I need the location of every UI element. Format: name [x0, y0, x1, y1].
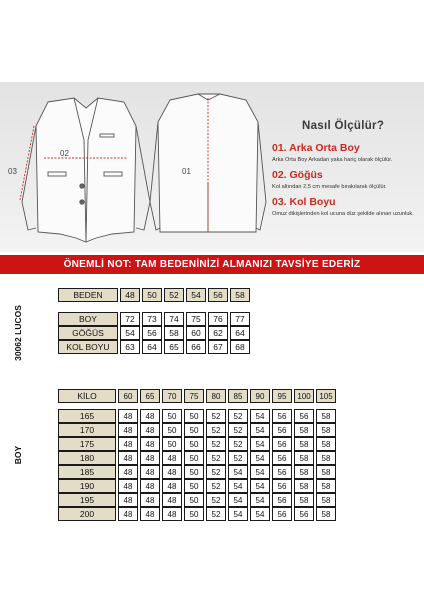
table-cell: 58 [316, 479, 336, 493]
important-note-banner: ÖNEMLİ NOT: TAM BEDENİNİZİ ALMANIZI TAVSİYE EDERİZ [0, 255, 424, 274]
table-cell: 50 [184, 409, 204, 423]
table-cell: 48 [140, 479, 160, 493]
table-cell: 75 [186, 312, 206, 326]
size-header-row [58, 288, 250, 302]
table-cell: 50 [184, 493, 204, 507]
measure-label-chest: 02 [60, 149, 69, 158]
size-header-cell: 54 [186, 288, 206, 302]
table-cell: 54 [250, 507, 270, 521]
table-cell: 50 [162, 409, 182, 423]
step-sleeve-title: 03. Kol Boyu [272, 196, 336, 208]
table-cell: 63 [120, 340, 140, 354]
weight-header-label: KİLO [58, 389, 116, 403]
table-row [58, 423, 336, 437]
table-cell: 48 [118, 437, 138, 451]
weight-header-cell: 65 [140, 389, 160, 403]
table-cell: 56 [272, 465, 292, 479]
height-axis-label: BOY [13, 445, 23, 465]
table-cell: 60 [186, 326, 206, 340]
table-cell: 48 [118, 409, 138, 423]
weight-header-cell: 70 [162, 389, 182, 403]
table-cell: 52 [206, 451, 226, 465]
table-cell: 56 [272, 479, 292, 493]
table-cell: 54 [228, 493, 248, 507]
table-cell: 54 [250, 493, 270, 507]
table-cell: 50 [184, 423, 204, 437]
table-cell: 74 [164, 312, 184, 326]
table-cell: 56 [272, 493, 292, 507]
table-cell: 48 [162, 507, 182, 521]
table-cell: 64 [142, 340, 162, 354]
table-cell: 54 [120, 326, 140, 340]
step-back-length-title: 01. Arka Orta Boy [272, 142, 360, 154]
table-cell: 54 [250, 479, 270, 493]
row-label: BOY [58, 312, 118, 326]
table-cell: 50 [184, 437, 204, 451]
table-cell: 50 [184, 479, 204, 493]
table-cell: 58 [164, 326, 184, 340]
table-cell: 52 [228, 409, 248, 423]
table-cell: 58 [316, 493, 336, 507]
size-header-cell: 52 [164, 288, 184, 302]
table-cell: 48 [118, 451, 138, 465]
table-row [58, 465, 336, 479]
weight-header-cell: 60 [118, 389, 138, 403]
table-cell: 52 [206, 465, 226, 479]
table-cell: 58 [316, 423, 336, 437]
step-sleeve-desc: Omuz dikişlerinden kol ucuna düz şekilde alınan uzunluk. [272, 211, 414, 217]
table-cell: 58 [316, 507, 336, 521]
height-label: 170 [58, 423, 116, 437]
table-row [58, 507, 336, 521]
table-row [58, 451, 336, 465]
table-row [58, 326, 250, 340]
table-cell: 58 [294, 479, 314, 493]
table-cell: 72 [120, 312, 140, 326]
table-cell: 54 [250, 451, 270, 465]
height-weight-size-table [56, 389, 338, 521]
table-cell: 48 [118, 423, 138, 437]
table-row [58, 409, 336, 423]
table-cell: 54 [250, 465, 270, 479]
table-cell: 48 [162, 465, 182, 479]
size-measurement-table [56, 288, 252, 354]
table-cell: 48 [118, 507, 138, 521]
table-cell: 67 [208, 340, 228, 354]
table-cell: 52 [206, 507, 226, 521]
table-cell: 58 [294, 465, 314, 479]
height-label: 190 [58, 479, 116, 493]
table-cell: 48 [140, 423, 160, 437]
table-cell: 48 [162, 451, 182, 465]
table-cell: 76 [208, 312, 228, 326]
table-cell: 56 [272, 451, 292, 465]
height-label: 185 [58, 465, 116, 479]
height-label: 200 [58, 507, 116, 521]
table-cell: 48 [140, 465, 160, 479]
table-cell: 58 [316, 409, 336, 423]
model-code-label: 30062 LUCOS [13, 305, 23, 361]
size-header-cell: 58 [230, 288, 250, 302]
table-cell: 52 [206, 479, 226, 493]
table-cell: 54 [228, 465, 248, 479]
table-cell: 58 [294, 423, 314, 437]
measurement-guide [0, 82, 424, 252]
how-to-measure-heading: Nasıl Ölçülür? [302, 120, 385, 132]
table-row [58, 437, 336, 451]
table-cell: 56 [272, 409, 292, 423]
weight-header-cell: 85 [228, 389, 248, 403]
weight-header-cell: 100 [294, 389, 314, 403]
table-cell: 65 [164, 340, 184, 354]
table-cell: 54 [250, 437, 270, 451]
height-label: 165 [58, 409, 116, 423]
table-cell: 48 [140, 409, 160, 423]
table-cell: 48 [140, 437, 160, 451]
weight-header-cell: 90 [250, 389, 270, 403]
table-cell: 54 [250, 423, 270, 437]
weight-header-cell: 75 [184, 389, 204, 403]
size-header-cell: 56 [208, 288, 228, 302]
table-cell: 58 [294, 451, 314, 465]
table-cell: 64 [230, 326, 250, 340]
table-cell: 58 [294, 437, 314, 451]
table-cell: 56 [272, 437, 292, 451]
table-cell: 77 [230, 312, 250, 326]
table-cell: 52 [206, 423, 226, 437]
table-cell: 73 [142, 312, 162, 326]
table-cell: 52 [228, 437, 248, 451]
table-cell: 54 [228, 507, 248, 521]
table-cell: 50 [184, 465, 204, 479]
height-label: 195 [58, 493, 116, 507]
height-label: 180 [58, 451, 116, 465]
size-header-cell: 50 [142, 288, 162, 302]
table-cell: 52 [206, 493, 226, 507]
table-cell: 48 [140, 451, 160, 465]
table-row [58, 340, 250, 354]
row-label: GÖĞÜS [58, 326, 118, 340]
table-cell: 48 [162, 479, 182, 493]
size-header-cell: 48 [120, 288, 140, 302]
table-cell: 58 [316, 465, 336, 479]
table-cell: 56 [272, 423, 292, 437]
weight-header-cell: 80 [206, 389, 226, 403]
size-header-label: BEDEN [58, 288, 118, 302]
row-label: KOL BOYU [58, 340, 118, 354]
table-cell: 48 [118, 493, 138, 507]
table-cell: 56 [272, 507, 292, 521]
table-cell: 50 [184, 451, 204, 465]
weight-header-cell: 105 [316, 389, 336, 403]
table-cell: 58 [294, 493, 314, 507]
table-cell: 48 [118, 479, 138, 493]
table-cell: 56 [142, 326, 162, 340]
table-cell: 50 [162, 423, 182, 437]
jacket-diagram [0, 82, 270, 252]
table-cell: 56 [294, 409, 314, 423]
table-row [58, 479, 336, 493]
measure-label-sleeve: 03 [8, 167, 17, 176]
table-cell: 48 [118, 465, 138, 479]
table-cell: 54 [228, 479, 248, 493]
weight-header-cell: 95 [272, 389, 292, 403]
table-cell: 68 [230, 340, 250, 354]
table-row [58, 493, 336, 507]
table-cell: 48 [140, 507, 160, 521]
table-cell: 52 [228, 423, 248, 437]
table-cell: 58 [316, 437, 336, 451]
table-cell: 52 [206, 437, 226, 451]
table-cell: 48 [162, 493, 182, 507]
table-cell: 52 [206, 409, 226, 423]
table-cell: 58 [316, 451, 336, 465]
height-label: 175 [58, 437, 116, 451]
table-cell: 56 [294, 507, 314, 521]
step-chest-desc: Kol altından 2,5 cm mesafe bırakılarak ölçülür. [272, 184, 387, 190]
table-row [58, 312, 250, 326]
table-cell: 50 [162, 437, 182, 451]
table-cell: 66 [186, 340, 206, 354]
table-cell: 48 [140, 493, 160, 507]
table-cell: 52 [228, 451, 248, 465]
table-cell: 50 [184, 507, 204, 521]
table-cell: 54 [250, 409, 270, 423]
measure-label-back: 01 [182, 167, 191, 176]
step-chest-title: 02. Göğüs [272, 169, 323, 181]
how-to-measure [272, 120, 422, 217]
table-cell: 62 [208, 326, 228, 340]
step-back-length-desc: Arka Orta Boy Arkadan yaka hariç olarak ölçülür. [272, 157, 393, 163]
weight-header-row [58, 389, 336, 403]
